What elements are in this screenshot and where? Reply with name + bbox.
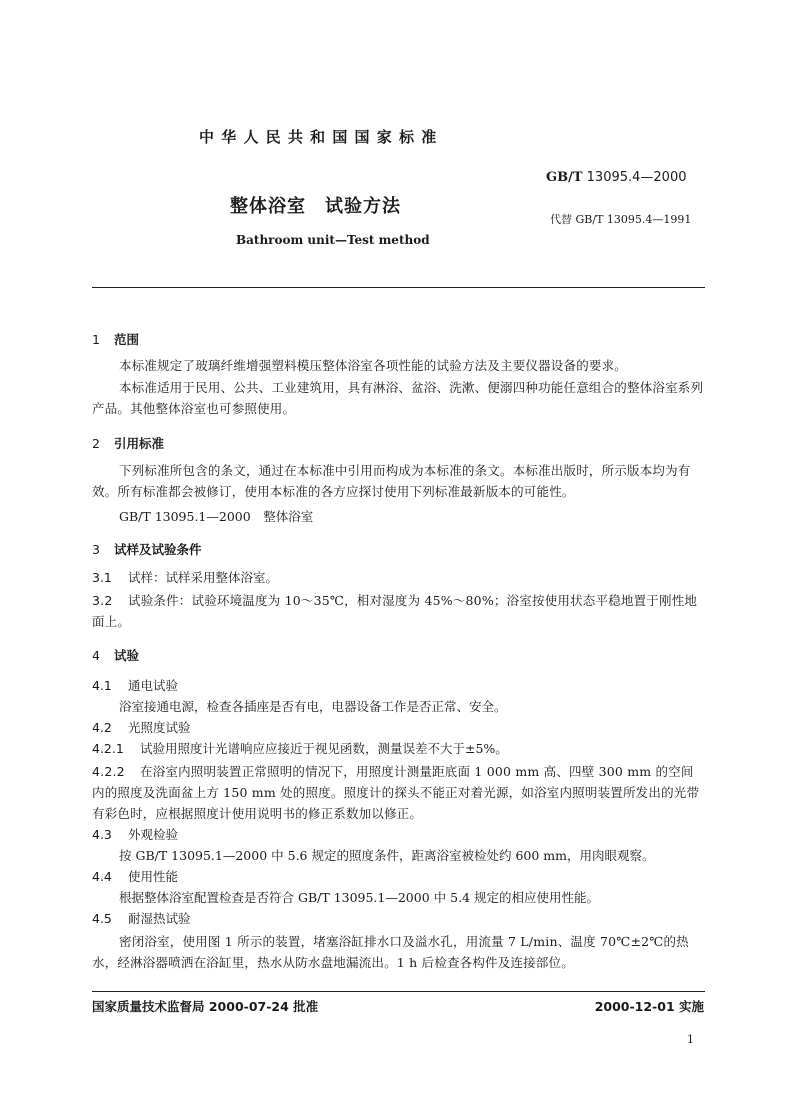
clause-title: 使用性能 [128,869,179,884]
clause-4-4-text: 根据整体浴室配置检查是否符合 GB/T 13095.1—2000 中 5.4 规定的相应使用性能。 [119,890,599,905]
clause-number: 3.2 [92,593,113,608]
clause-4-2-1 [92,739,508,757]
clause-number: 3.1 [92,570,112,585]
document-title: 整体浴室 试验方法 [230,196,401,217]
section-1-paragraph-1: 本标准规定了玻璃纤维增强塑料模压整体浴室各项性能的试验方法及主要仪器设备的要求。 [119,358,628,373]
clause-4-2-heading [92,718,191,736]
clause-number: 4.1 [92,678,112,693]
clause-text: 试验条件：试验环境温度为 10～35℃，相对湿度为 45%～80%；浴室按使用状态平稳地置于刚性地面上。 [92,593,698,629]
approval-line: 国家质量技术监督局 2000-07-24 批准 [92,999,319,1014]
standard-code-prefix: GB/T [546,170,583,185]
clause-4-2-2 [92,761,705,824]
section-number: 3 [92,542,100,557]
clause-text: 在浴室内照明装置正常照明的情况下，用照度计测量距底面 1 000 mm 高、四壁 300 mm 的空间内的照度及洗面盆上方 150 mm 处的照度。照度计的探头不能正对着光源，如浴室内照明装置所发出的光带有彩色时，应根据照度计使用说明书的修正系数加以修正。 [92,764,700,821]
clause-3-2 [92,590,705,632]
clause-number: 4.2 [92,720,112,735]
replaces-note: 代替 GB/T 13095.4—1991 [550,213,692,226]
standard-code [546,170,687,185]
section-1-heading [92,330,139,348]
clause-title: 光照度试验 [128,720,191,735]
section-title: 试样及试验条件 [114,542,202,557]
section-2-heading [92,434,164,452]
section-title: 引用标准 [114,436,165,451]
section-4-heading [92,646,139,664]
clause-number: 4.3 [92,827,112,842]
clause-title: 耐湿热试验 [128,911,191,926]
issuing-organization: 中 华 人 民 共 和 国 国 家 标 准 [199,128,438,146]
clause-text: 试样：试样采用整体浴室。 [128,570,279,585]
clause-4-1-text: 浴室接通电源，检查各插座是否有电，电器设备工作是否正常、安全。 [119,699,507,714]
section-title: 试验 [114,648,140,663]
clause-title: 外观检验 [128,827,179,842]
header-rule [92,287,705,288]
clause-4-3-heading [92,825,178,843]
clause-number: 4.5 [92,911,112,926]
clause-title: 通电试验 [128,678,179,693]
section-number: 2 [92,436,100,451]
section-3-heading [92,540,202,558]
clause-3-1 [92,568,278,586]
referenced-standard: GB/T 13095.1—2000 整体浴室 [119,509,314,524]
section-1-paragraph-2: 本标准适用于民用、公共、工业建筑用，具有淋浴、盆浴、洗漱、便溺四种功能任意组合的整体浴室系列产品。其他整体浴室也可参照使用。 [92,380,704,416]
clause-text: 试验用照度计光谱响应应接近于视见函数，测量误差不大于±5%。 [140,741,508,756]
clause-4-3-text: 按 GB/T 13095.1—2000 中 5.6 规定的照度条件，距离浴室被检处约 600 mm，用肉眼观察。 [119,848,655,863]
clause-number: 4.2.2 [92,764,125,779]
clause-4-4-heading [92,867,178,885]
document-title-english: Bathroom unit—Test method [236,233,430,247]
clause-4-5-text: 密闭浴室，使用图 1 所示的装置，堵塞浴缸排水口及溢水孔，用流量 7 L/min、温度 70℃±2℃的热水，经淋浴器喷洒在浴缸里，热水从防水盘地漏流出。1 h 后检查各构件及连接部位。 [92,934,689,970]
standard-code-number: 13095.4—2000 [586,170,687,185]
clause-4-5-heading [92,909,191,927]
section-title: 范围 [114,332,140,347]
effective-date: 2000-12-01 实施 [594,999,704,1014]
clause-number: 4.2.1 [92,741,124,756]
footer-rule [92,991,705,992]
section-number: 4 [92,648,100,663]
page-number: 1 [687,1033,694,1046]
clause-number: 4.4 [92,869,112,884]
section-number: 1 [92,332,100,347]
section-2-paragraph-1: 下列标准所包含的条文，通过在本标准中引用而构成为本标准的条文。本标准出版时，所示版本均为有效。所有标准都会被修订，使用本标准的各方应探讨使用下列标准最新版本的可能性。 [92,463,691,499]
clause-4-1-heading [92,676,178,694]
